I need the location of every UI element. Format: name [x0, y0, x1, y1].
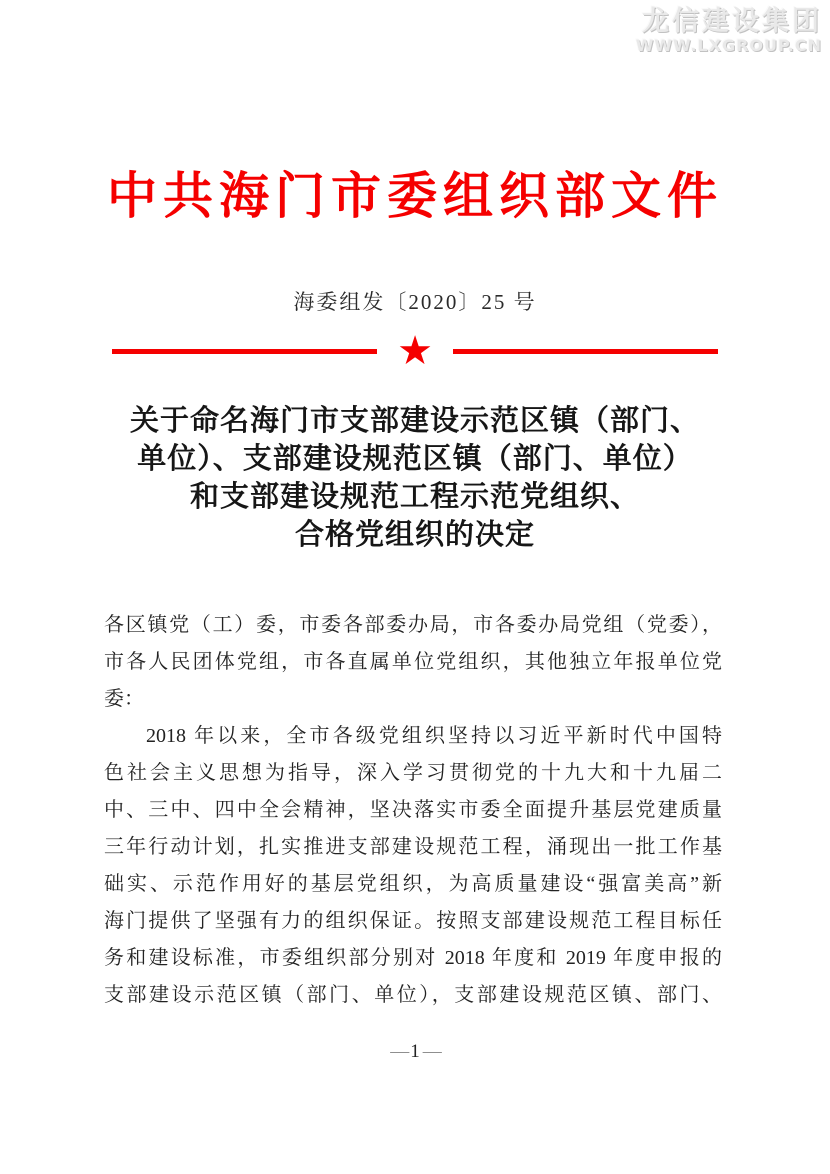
red-rule-left-segment — [112, 349, 377, 354]
paragraph-line: 海门提供了坚强有力的组织保证。按照支部建设规范工程目标任 — [104, 910, 722, 932]
decision-title-line: 合格党组织的决定 — [294, 517, 535, 551]
red-star-icon: ★ — [397, 328, 433, 374]
document-body — [104, 607, 722, 1014]
red-divider-rule — [112, 328, 718, 374]
document-number: 海委组发〔2020〕25 号 — [293, 290, 537, 314]
paragraph-line: 2018 年以来，全市各级党组织坚持以习近平新时代中国特 — [146, 725, 722, 747]
paragraph-line: 三年行动计划，扎实推进支部建设规范工程，涌现出一批工作基 — [104, 836, 722, 858]
red-rule-right-segment — [453, 349, 718, 354]
page-number-footer — [0, 1040, 830, 1064]
decision-title — [0, 401, 830, 553]
watermark-website: WWW.LXGROUP.CN — [635, 36, 822, 56]
footer-left-dash: — — [390, 1041, 408, 1062]
decision-title-line: 关于命名海门市支部建设示范区镇（部门、 — [129, 403, 700, 437]
decision-title-line: 单位）、支部建设规范区镇（部门、单位） — [137, 441, 693, 475]
watermark-company-name: 龙信建设集团 — [642, 6, 822, 37]
decision-title-line: 和支部建设规范工程示范党组织、 — [189, 479, 640, 513]
footer-page-number: 1 — [410, 1041, 420, 1062]
paragraph-line: 中、三中、四中全会精神，坚决落实市委全面提升基层党建质量 — [104, 799, 722, 821]
paragraph-line: 支部建设示范区镇（部门、单位），支部建设规范区镇、部门、 — [104, 984, 722, 1006]
footer-right-dash: — — [422, 1041, 440, 1062]
salutation-line: 委： — [104, 688, 144, 710]
salutation-line: 各区镇党（工）委，市委各部委办局，市各委办局党组（党委）， — [104, 614, 722, 636]
paragraph-line: 色社会主义思想为指导，深入学习贯彻党的十九大和十九届二 — [104, 762, 722, 784]
paragraph-line: 务和建设标准，市委组织部分别对 2018 年度和 2019 年度申报的 — [104, 947, 722, 969]
red-header-title: 中共海门市委组织部文件 — [107, 167, 723, 225]
salutation-line: 市各人民团体党组，市各直属单位党组织，其他独立年报单位党 — [104, 651, 722, 673]
corner-watermark — [636, 6, 822, 55]
paragraph-line: 础实、示范作用好的基层党组织，为高质量建设“强富美高”新 — [104, 873, 722, 895]
